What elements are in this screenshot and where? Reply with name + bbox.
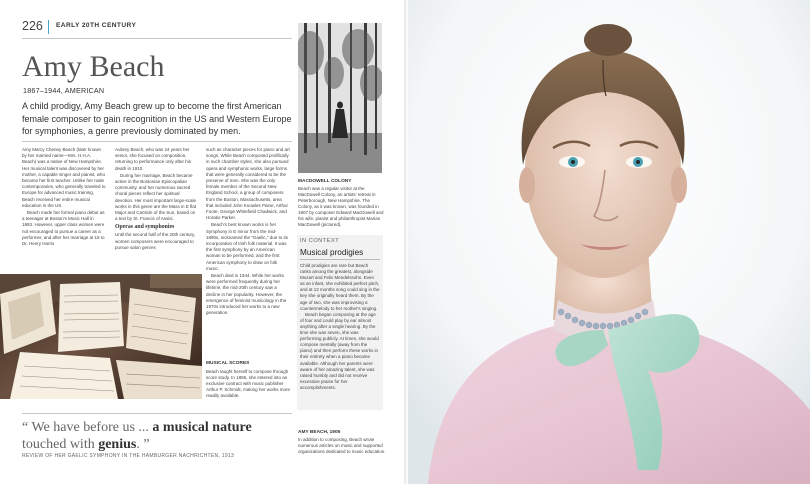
body-column-2 — [115, 147, 199, 252]
subheading-operas: Operas and symphonies — [115, 224, 175, 231]
quote-rule — [22, 413, 292, 414]
quote-emphasis: genius — [98, 437, 137, 452]
body-column-3 — [206, 147, 290, 317]
section-label: EARLY 20TH CENTURY — [56, 22, 137, 29]
in-context-label: IN CONTEXT — [300, 238, 340, 244]
quote-text: touched with — [22, 437, 99, 452]
quote-source: REVIEW OF HER GAELIC SYMPHONY IN THE HAMBURGER NACHRICHTEN, 1913 — [22, 453, 235, 459]
body-paragraph: Beach died in 1944. While her works were performed frequently during her lifetime, the mid-20th century saw a decline in her popularity. However, the emergence of feminist musicology in the 1970s introduced her works to a new generation. — [206, 273, 287, 316]
header-divider — [48, 20, 49, 34]
top-rule — [22, 38, 292, 39]
scores-caption-title: MUSICAL SCORES — [206, 361, 250, 366]
quote-text: “ We have before us ... — [22, 420, 153, 435]
quote-text: . ” — [136, 437, 150, 452]
body-paragraph: Aubrey Beach, who was 24 years her senior, she focused on composition, returning to performance only after his death in 1910. — [115, 147, 192, 171]
colony-caption-title: MACDOWELL COLONY — [298, 179, 352, 184]
in-context-title: Musical prodigies — [300, 248, 364, 257]
body-paragraph: Until the second half of the 20th century, women composers were encouraged to pursue salon genres — [115, 232, 196, 250]
lede-rule — [22, 141, 292, 142]
body-paragraph: Amy Marcy Cheney Beach (later known by her married name—Mrs. H.H.A. Beach) was a native of New Hampshire. Her musical talent was discovered by her mother, a capable singer and pianist, who became her first teacher. Unlike her male contemporaries, who generally traveled to Europe for advanced music training, Beach received her entire musical education in the US. — [22, 147, 106, 208]
page-title: Amy Beach — [22, 50, 165, 83]
body-paragraph: During her marriage, Beach became active in the Bostonian Episcopalian community, and her numerous sacred choral pieces reflect her spiritual devotion. Her most important large-scale works in this genre are the Mass in E flat Major and Canticle of the Sun, based on a text by St. Francis of Assisi. — [115, 172, 197, 222]
in-context-rule — [300, 259, 380, 260]
body-paragraph: Beach's best known works is her Symphony in E minor from the mid-1890s, nicknamed the "Gaelic," due to its incorporation of Irish folk material. It was the first symphony by an American woman to be performed, and the first American symphony to draw on folk music. — [206, 222, 288, 271]
page-number: 226 — [22, 19, 43, 33]
lifespan-dates: 1867–1944, AMERICAN — [23, 86, 105, 95]
in-context-paragraph: Beach began composing at the age of four and could play by ear almost anything after a single hearing. By the time she was seven, she was performing publicly. At times, she would compose mentally (away from the piano) and then perform these works in their entirety when a piano became available. Although her parents were aware of her amazing talent, she was raised humbly and did not receive excessive praise for her accomplishments. — [300, 311, 379, 390]
colony-caption-body: Beach was a regular visitor at the MacDowell Colony, an artists' retreat in Peterborough, New Hampshire. The Colony, as it was known, was founded in 1907 by composer Edward MacDowell and his wife, pianist and philanthropist Marian MacDowell (pictured). — [298, 186, 384, 227]
lede-paragraph: A child prodigy, Amy Beach grew up to become the first American female composer to gain recognition in the US and Western Europe for symphonies, a genre previously dominated by men. — [22, 101, 292, 136]
musical-scores-photo — [0, 274, 202, 399]
quote-emphasis: a musical nature — [152, 420, 252, 435]
pull-quote — [22, 419, 292, 453]
portrait-caption-body: In addition to composing, Beach wrote numerous articles on music and supported organizations dedicated to music education. — [298, 437, 386, 454]
in-context-paragraph: Child prodigies are rare but Beach ranks among the greatest, alongside Mozart and Felix Mendelssohn. Even as an infant, she exhibited perfect pitch, and at 12 months song could sing in the key she originally heard them. By the age of two, she was improvising a countermelody to her mother's singing. — [300, 263, 380, 311]
in-context-body — [300, 263, 380, 391]
body-column-1 — [22, 147, 106, 248]
amy-beach-portrait — [408, 0, 810, 484]
portrait-caption-title: AMY BEACH, 1905 — [298, 430, 341, 435]
body-paragraph: such as character pieces for piano and art songs. While Beach composed prolifically in such chamber styles, she also pursued opera and symphonic works, large forms that were generally considered to be the preserve of men. She was the only female member of the Second New England School, a group of composers from the Boston, Massachusetts, area that included John Knowles Paine, Arthur Foote, George Whitefield Chadwick, and Horatio Parker. — [206, 147, 290, 221]
body-paragraph: Beach made her formal piano debut as a teenager at Boston's Music Hall in 1883. However, upper class women were not encouraged to pursue a career as a performer, and after her marriage at 18 to Dr. Henry Harris — [22, 210, 105, 247]
scores-caption-body: Beach taught herself to compose through score study. In 1885, she entered into an exclusive contract with music publisher Arthur P. Schmidt, making her works more readily available. — [206, 369, 290, 398]
macdowell-colony-photo — [298, 23, 382, 173]
